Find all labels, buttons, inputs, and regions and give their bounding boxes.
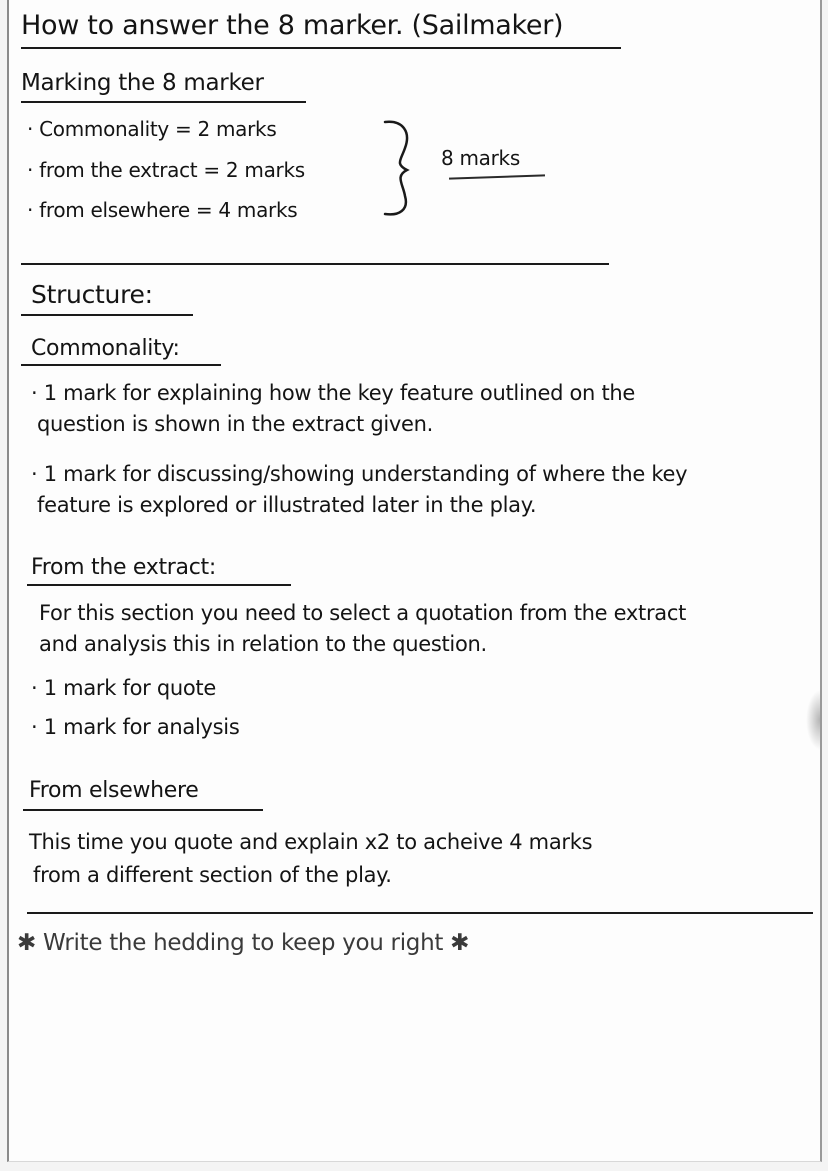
marking-heading-underline [21,101,306,103]
commonality-heading: Commonality: [31,336,180,361]
marking-heading: Marking the 8 marker [21,70,264,96]
marking-item-extract: · from the extract = 2 marks [27,158,305,182]
section-divider-1 [21,263,609,265]
structure-heading-underline [21,314,193,316]
extract-heading-underline [27,584,291,586]
marking-item-commonality: · Commonality = 2 marks [27,117,277,141]
commonality-point-1-line2: question is shown in the extract given. [37,412,434,436]
extract-intro-line1: For this section you need to select a quotation from the extract [39,601,687,625]
elsewhere-heading-underline [23,809,263,811]
commonality-heading-underline [21,364,221,366]
extract-heading: From the extract: [31,555,216,580]
commonality-point-1-line1: · 1 mark for explaining how the key feature outlined on the [31,381,636,405]
curly-brace-icon [381,118,421,218]
title-underline [21,47,621,49]
marking-total-underline [449,174,545,179]
extract-point-quote: · 1 mark for quote [31,676,216,700]
notes-page [7,0,822,1162]
commonality-point-2-line1: · 1 mark for discussing/showing understanding of where the key [31,462,688,486]
tip-note: ✱ Write the hedding to keep you right ✱ [17,930,470,956]
page-title: How to answer the 8 marker. (Sailmaker) [21,10,564,41]
elsewhere-line2: from a different section of the play. [33,863,392,887]
marking-item-elsewhere: · from elsewhere = 4 marks [27,198,298,222]
elsewhere-heading: From elsewhere [29,778,199,803]
marking-total: 8 marks [441,146,520,170]
scan-shadow [806,690,820,750]
section-divider-2 [27,912,813,914]
elsewhere-line1: This time you quote and explain x2 to acheive 4 marks [29,830,593,854]
extract-intro-line2: and analysis this in relation to the question. [39,632,487,656]
extract-point-analysis: · 1 mark for analysis [31,715,240,739]
structure-heading: Structure: [31,280,153,309]
commonality-point-2-line2: feature is explored or illustrated later in the play. [37,493,537,517]
